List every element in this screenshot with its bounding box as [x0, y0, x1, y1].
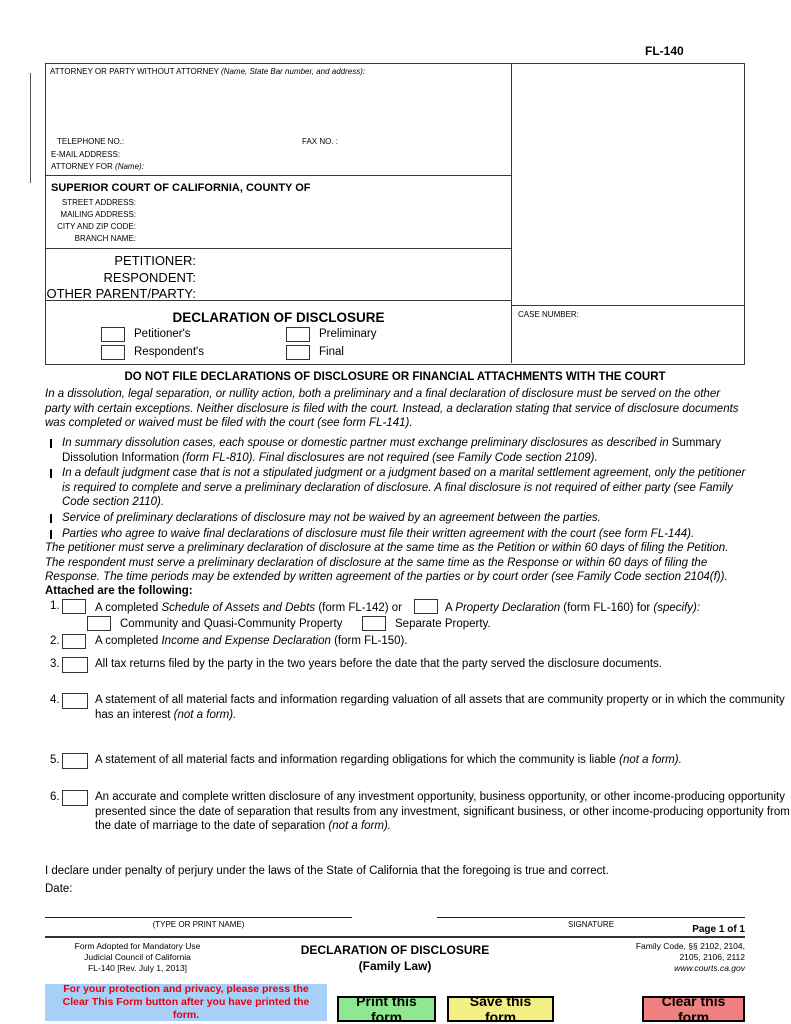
checkbox-petitioners[interactable] [101, 327, 125, 342]
telephone-field[interactable] [124, 135, 284, 146]
item-specify-label: (specify): [653, 602, 701, 614]
city-zip-field[interactable] [141, 220, 501, 230]
street-address-field[interactable] [141, 196, 501, 206]
bullet-icon [50, 514, 52, 523]
court-box-divider [46, 248, 511, 249]
item-form-name: Property Declaration [455, 602, 561, 614]
intro-paragraph: In a dissolution, legal separation, or nullity action, both a preliminary and a final declaration of disclosure must be served on the other party with certain exceptions. Neither disclosure is filed with the court. Instead, a declaration stating that service of disclosure documents was completed or waived must be filed with the court (see form FL-141). [45, 388, 739, 430]
checkbox-preliminary[interactable] [286, 327, 310, 342]
form-number: FL-140 [645, 44, 684, 58]
caption-box [45, 63, 745, 365]
case-number-box-divider [511, 305, 745, 306]
checkbox-tax-returns[interactable] [62, 657, 88, 673]
attachment-item-1 [45, 599, 791, 616]
print-form-button[interactable]: Print this form [337, 996, 436, 1022]
telephone-label: TELEPHONE NO.: [57, 137, 125, 146]
item-number: 4. [50, 694, 60, 706]
item-number: 1. [50, 600, 60, 612]
case-number-field[interactable] [518, 322, 742, 360]
attorney-caption [50, 67, 365, 76]
bullet-icon [50, 469, 52, 478]
footer-website: www.courts.ca.gov [674, 963, 745, 973]
perjury-declaration: I declare under penalty of perjury under the laws of the State of California that the foregoing is true and correct. [45, 865, 609, 877]
footer-left-line-3: FL-140 [Rev. July 1, 2013] [87, 963, 188, 973]
print-name-field[interactable] [45, 898, 352, 916]
court-title: SUPERIOR COURT OF CALIFORNIA, COUNTY OF [51, 182, 311, 194]
separate-property-label: Separate Property. [395, 618, 491, 630]
attachment-item-2 [45, 634, 791, 649]
bullet-text: In a default judgment case that is not a stipulated judgment or a judgment based on a marital settlement agreement, only the petitioner is required to complete and serve a preliminary declaration of disclosure. A final disclosure is not required of either party (see Family Code section 2110). [62, 467, 746, 509]
item-not-a-form: (not a form). [619, 754, 682, 766]
clear-form-button[interactable]: Clear this form [642, 996, 745, 1022]
item-form-name: Income and Expense Declaration [161, 635, 331, 647]
item-text: An accurate and complete written disclosure of any investment opportunity, business opportunity, or other income-producing opportunity presented since the date of separation that results from any investment, significant business, or other income-producing opportunity from the date of marriage to the date of separation [95, 791, 790, 833]
bullet-text: (form FL-810). Final disclosures are not required (see Family Code section 2109). [178, 451, 598, 464]
date-label: Date: [45, 883, 73, 895]
checkbox-respondents-label: Respondent's [134, 346, 204, 358]
email-label: E-MAIL ADDRESS: [51, 150, 121, 159]
bullet-text: Parties who agree to waive final declarations of disclosure must file their written agreement with the court (see form FL-144). [62, 528, 695, 540]
fax-label: FAX NO. : [302, 137, 339, 146]
footer-form-title [245, 943, 545, 973]
attorney-label: ATTORNEY OR PARTY WITHOUT ATTORNEY [50, 67, 219, 76]
bullet-icon [50, 530, 52, 539]
signature-line [437, 917, 745, 918]
item-text: A completed [95, 635, 162, 647]
item-text: A completed [95, 602, 162, 614]
privacy-notice: For your protection and privacy, please press the Clear This Form button after you have printed the form. [45, 984, 327, 1021]
item-text: (form FL-160) for [560, 602, 654, 614]
signature-label: SIGNATURE [567, 920, 615, 929]
item-not-a-form: (not a form). [328, 820, 391, 833]
bullet-icon [50, 439, 52, 448]
checkbox-respondents[interactable] [101, 345, 125, 360]
item-not-a-form: (not a form). [173, 708, 237, 721]
item-number: 6. [50, 791, 60, 803]
margin-mark [30, 73, 31, 183]
community-property-label: Community and Quasi-Community Property [120, 618, 343, 630]
footer-title: DECLARATION OF DISCLOSURE [300, 943, 490, 957]
other-party-label: OTHER PARENT/PARTY: [46, 286, 196, 301]
checkbox-final[interactable] [286, 345, 310, 360]
item-text: (form FL-142) or [315, 602, 403, 614]
timing-paragraph: The petitioner must serve a preliminary declaration of disclosure at the same time as the Petition or within 60 days of filing the Petition. The respondent must serve a preliminary declaration of disclosure at the same time as the Response or within 60 days of filing the Response. The time periods may be extended by written agreement of the parties or by court order (see Family Code section 2104(f)). [45, 542, 729, 584]
attorney-for-field[interactable] [136, 160, 498, 171]
item-text: A statement of all material facts and information regarding valuation of all assets that are community property or in which the community has an interest [95, 694, 785, 721]
attached-heading: Attached are the following: [45, 585, 193, 597]
attorney-for-label: ATTORNEY FOR [51, 162, 113, 171]
checkbox-community-property[interactable] [87, 616, 111, 631]
footer-code-references [565, 941, 745, 974]
bullet-text: Service of preliminary declarations of disclosure may not be waived by an agreement between the parties. [62, 512, 601, 524]
bullet-default-judgment [45, 466, 752, 510]
attorney-for-paren: (Name): [115, 162, 144, 171]
petitioner-label: PETITIONER: [114, 253, 196, 268]
checkbox-income-expense[interactable] [62, 634, 86, 649]
checkbox-preliminary-label: Preliminary [319, 328, 377, 340]
print-name-line [45, 917, 352, 918]
form-title: DECLARATION OF DISCLOSURE [172, 310, 385, 325]
page-number: Page 1 of 1 [692, 924, 745, 935]
item-text: A statement of all material facts and information regarding obligations for which the community is liable [95, 754, 620, 766]
item-number: 2. [50, 635, 60, 647]
footer-right-line-1: Family Code, §§ 2102, 2104, [635, 941, 745, 951]
item-number: 3. [50, 658, 60, 670]
attachment-item-1-options [45, 615, 745, 633]
item-form-name: Schedule of Assets and Debts [161, 602, 316, 614]
item-text: (form FL-150). [330, 635, 408, 647]
checkbox-petitioners-label: Petitioner's [134, 328, 191, 340]
email-field[interactable] [118, 148, 498, 159]
checkbox-separate-property[interactable] [362, 616, 386, 631]
bullet-text: In summary dissolution cases, each spouse or domestic partner must exchange preliminary disclosures as described in [62, 437, 672, 449]
attachment-item-6 [45, 790, 791, 834]
checkbox-property-declaration[interactable] [414, 599, 438, 614]
signature-field[interactable] [437, 898, 745, 916]
attorney-box-divider [46, 175, 511, 176]
date-field[interactable] [80, 881, 330, 894]
court-stamp-area [513, 66, 743, 303]
case-number-label: CASE NUMBER: [518, 310, 579, 319]
other-party-field[interactable] [202, 285, 502, 298]
attorney-for-caption [51, 162, 144, 171]
save-form-button[interactable]: Save this form [447, 996, 554, 1022]
checkbox-schedule-assets-debts[interactable] [62, 599, 86, 614]
fax-field[interactable] [346, 135, 496, 146]
do-not-file-warning: DO NOT FILE DECLARATIONS OF DISCLOSURE OR FINANCIAL ATTACHMENTS WITH THE COURT [124, 371, 666, 383]
bullet-text-upright: Summary Dissolution Information [62, 437, 721, 464]
bullet-summary-dissolution [45, 436, 752, 465]
mailing-address-label: MAILING ADDRESS: [60, 210, 136, 219]
attachment-item-3 [45, 657, 791, 672]
footer-adoption-note [45, 941, 230, 974]
respondent-field[interactable] [202, 269, 502, 282]
checkbox-obligations-statement[interactable] [62, 753, 88, 769]
checkbox-investment-disclosure[interactable] [62, 790, 88, 806]
type-print-name-label: (TYPE OR PRINT NAME) [152, 920, 245, 929]
city-zip-label: CITY AND ZIP CODE: [57, 222, 136, 231]
checkbox-final-label: Final [319, 346, 344, 358]
item-text: All tax returns filed by the party in the two years before the date that the party served the disclosure documents. [95, 658, 662, 670]
attorney-info-field[interactable] [50, 78, 505, 133]
attorney-label-paren: (Name, State Bar number, and address): [221, 67, 366, 76]
footer-rule [45, 936, 745, 938]
item-number: 5. [50, 754, 60, 766]
footer-right-line-2: 2105, 2106, 2112 [679, 952, 745, 962]
footer-left-line-1: Form Adopted for Mandatory Use [74, 941, 201, 951]
footer-left-line-2: Judicial Council of California [84, 952, 191, 962]
branch-name-field[interactable] [141, 232, 501, 242]
attachment-item-4 [45, 693, 791, 722]
attachment-item-5 [45, 753, 791, 768]
item-text: A [445, 602, 456, 614]
footer-subtitle: (Family Law) [358, 959, 432, 973]
bullet-final-waiver [45, 527, 752, 542]
bullet-service-waiver [45, 511, 752, 526]
mailing-address-field[interactable] [141, 208, 501, 218]
petitioner-field[interactable] [202, 252, 502, 265]
respondent-label: RESPONDENT: [103, 270, 196, 285]
county-field[interactable] [331, 181, 506, 193]
branch-name-label: BRANCH NAME: [74, 234, 136, 243]
checkbox-valuation-statement[interactable] [62, 693, 88, 709]
street-address-label: STREET ADDRESS: [61, 198, 136, 207]
